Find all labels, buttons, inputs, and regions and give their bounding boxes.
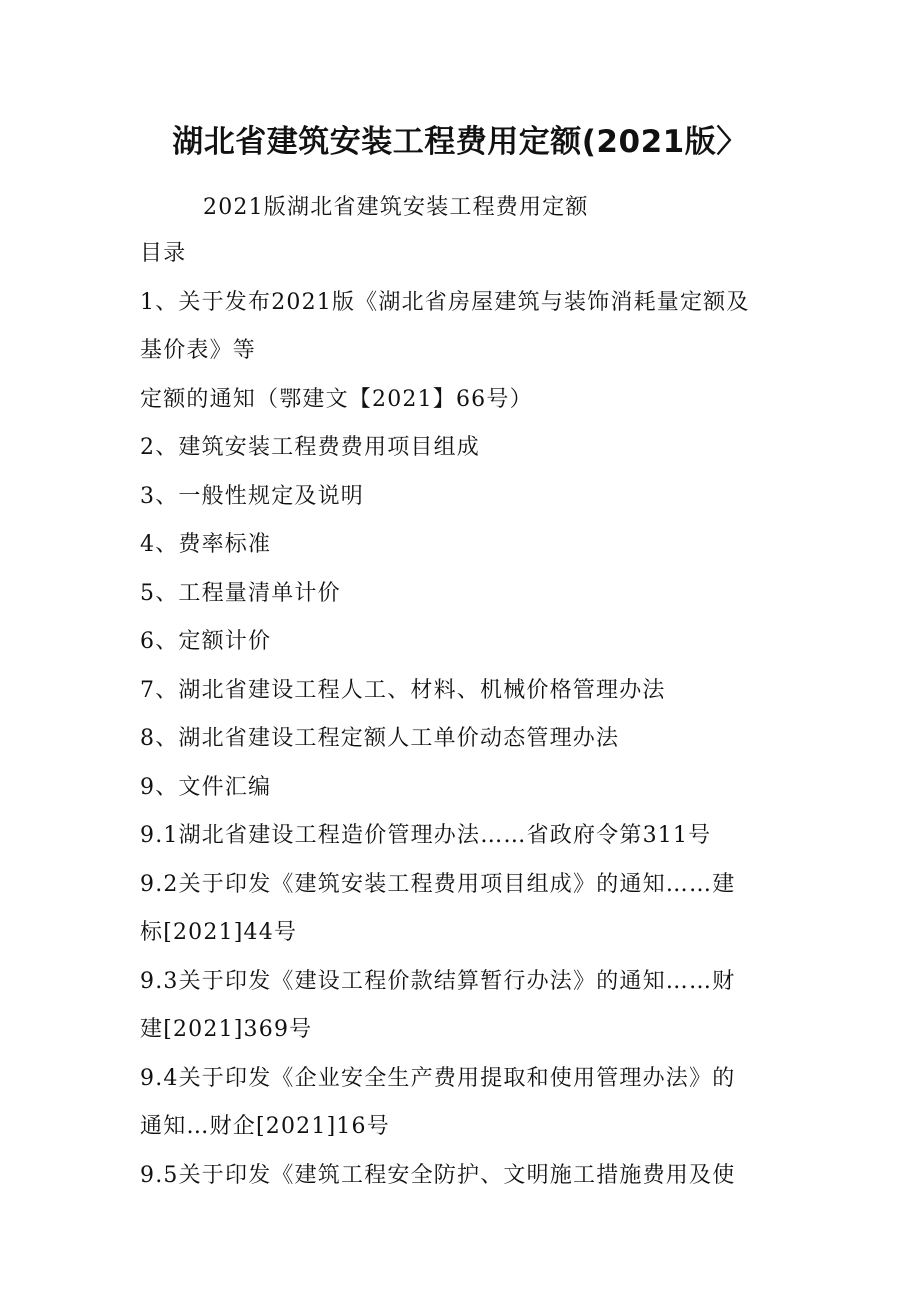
toc-heading: 目录: [140, 241, 187, 266]
toc-line-9-3: 9.3关于印发《建设工程价款结算暂行办法》的通知……财: [140, 968, 736, 994]
toc-line-1: 1、关于发布2021版《湖北省房屋建筑与装饰消耗量定额及: [140, 289, 750, 315]
toc-line-6: 6、定额计价: [140, 629, 272, 654]
toc-line-1-cont: 基价表》等: [140, 338, 257, 363]
document-subtitle: 2021版湖北省建筑安装工程费用定额: [203, 195, 589, 220]
toc-line-9-4: 9.4关于印发《企业安全生产费用提取和使用管理办法》的: [140, 1065, 736, 1091]
toc-line-8: 8、湖北省建设工程定额人工单价动态管理办法: [140, 726, 620, 751]
toc-line-5: 5、工程量清单计价: [140, 580, 341, 606]
document-title: 湖北省建筑安装工程费用定额(2021版〉: [172, 124, 748, 160]
document-body: [140, 230, 800, 1200]
toc-line-3: 3、一般性规定及说明: [140, 483, 364, 509]
toc-line-9-5: 9.5关于印发《建筑工程安全防护、文明施工措施费用及使: [140, 1162, 736, 1188]
toc-line-9-1: 9.1湖北省建设工程造价管理办法……省政府令第311号: [140, 823, 712, 848]
toc-line-7: 7、湖北省建设工程人工、材料、机械价格管理办法: [140, 677, 666, 703]
toc-line-9-2-cont: 标[2021]44号: [140, 920, 298, 945]
toc-line-1-cont-2: 定额的通知（鄂建文【2021】66号）: [140, 386, 533, 412]
toc-line-4: 4、费率标准: [140, 532, 272, 557]
toc-line-9-2: 9.2关于印发《建筑安装工程费用项目组成》的通知……建: [140, 871, 736, 897]
toc-line-9-4-cont: 通知…财企[2021]16号: [140, 1114, 390, 1139]
toc-line-9-3-cont: 建[2021]369号: [140, 1017, 313, 1042]
toc-line-9: 9、文件汇编: [140, 774, 272, 800]
toc-line-2: 2、建筑安装工程费费用项目组成: [140, 435, 480, 460]
